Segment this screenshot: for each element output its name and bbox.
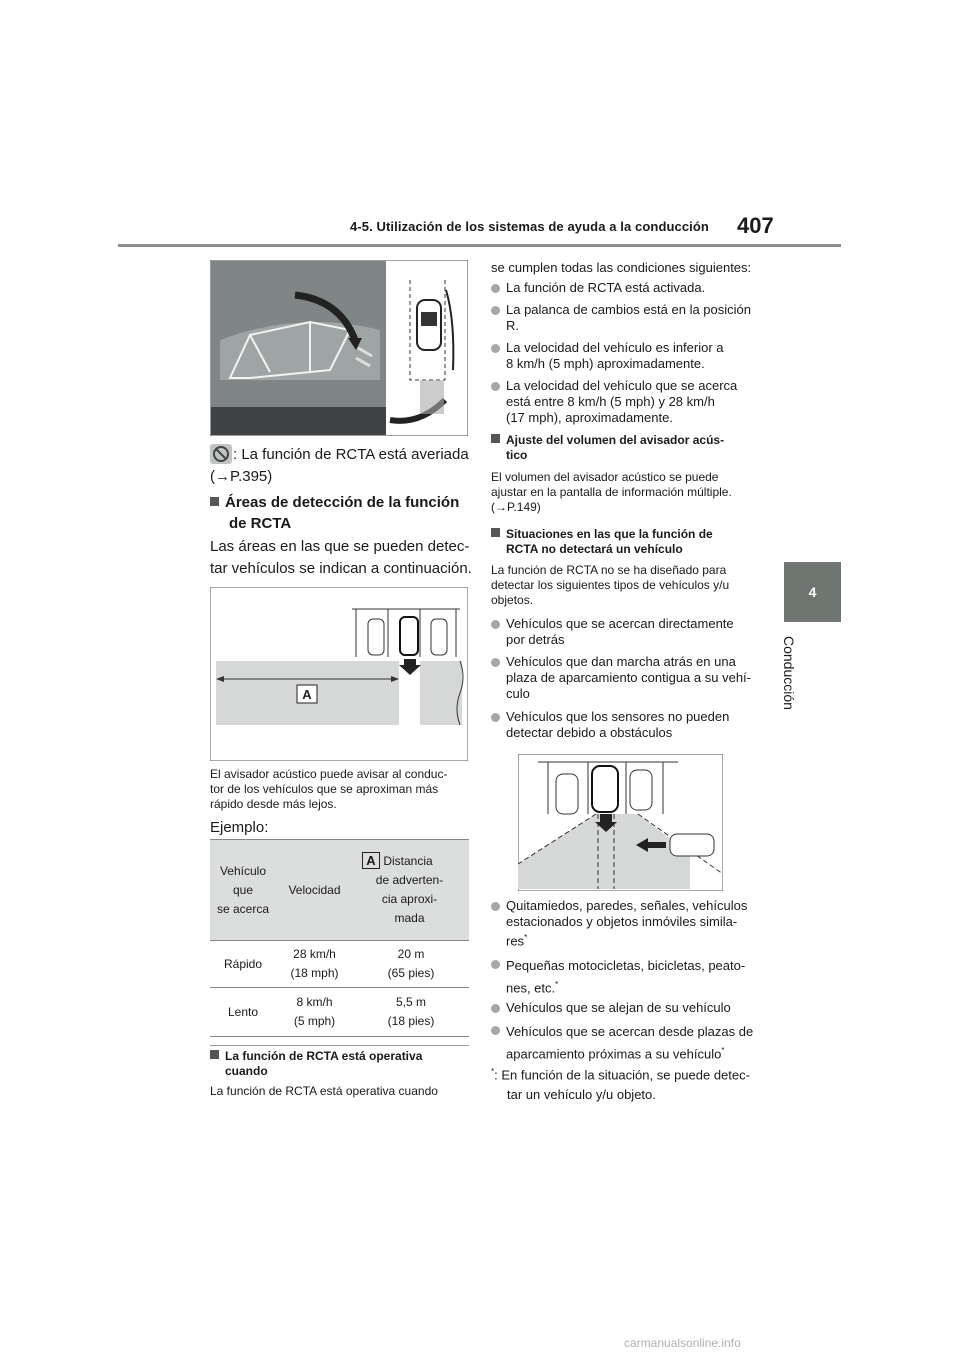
areas-text: Las áreas en las que se pueden detec- tar vehículos se indican a continuación. <box>210 538 472 577</box>
parked-car-icon <box>630 770 652 810</box>
heading-square-icon <box>210 497 219 506</box>
own-vehicle-icon <box>592 766 618 812</box>
chapter-number: 4 <box>808 584 817 600</box>
object-item: Pequeñas motocicletas, bicicletas, peato- nes, etc.* <box>491 956 745 997</box>
buzzer-text: El avisador acústico puede avisar al conduc- tor de los vehículos que se aproximan más rápido desde más lejos. <box>210 767 448 811</box>
page-number: 407 <box>737 213 774 238</box>
header-rule <box>118 244 841 247</box>
condition-item: La palanca de cambios está en la posición R. <box>491 302 751 334</box>
heading-detection-areas: Áreas de detección de la función de RCTA <box>210 492 459 534</box>
approaching-car-icon <box>670 834 714 856</box>
table-header-row <box>210 840 469 941</box>
speed-distance-table <box>210 839 469 1037</box>
watermark: carmanualsonline.info <box>624 1336 741 1350</box>
parked-car-icon <box>368 619 384 655</box>
camera-bottom-bar <box>211 407 386 435</box>
cell-vehicle: Rápido <box>210 941 276 988</box>
situation-item: Vehículos que dan marcha atrás en una plaza de aparcamiento contigua a su vehí- culo <box>491 654 751 702</box>
fault-ref: (→P.395) <box>210 468 273 485</box>
label-a-box: A <box>362 852 380 869</box>
situation-item: Vehículos que los sensores no pueden detectar debido a obstáculos <box>491 709 729 741</box>
heading-square-icon <box>210 1050 219 1059</box>
footnote: *: En función de la situación, se puede detec- tar un vehículo y/u objeto. <box>491 1067 750 1103</box>
parked-car-icon <box>556 774 578 814</box>
table-row <box>210 941 469 988</box>
cell-vehicle: Lento <box>210 988 276 1037</box>
heading-situations: Situaciones en las que la función de RCTA no detectará un vehículo <box>491 527 713 557</box>
header-speed: Velocidad <box>276 840 353 941</box>
table-row <box>210 988 469 1037</box>
situations-text: La función de RCTA no se ha diseñado para detectar los siguientes tipos de vehículos y/u objetos. <box>491 563 730 607</box>
conditions-intro: se cumplen todas las condiciones siguientes: <box>491 260 752 275</box>
chapter-label <box>775 636 815 716</box>
heading-operative: La función de RCTA está operativa cuando <box>210 1049 422 1079</box>
detection-zone-right <box>420 661 462 725</box>
heading-volume: Ajuste del volumen del avisador acús- tico <box>491 433 724 463</box>
heading-square-icon <box>491 434 500 443</box>
cell-distance: 20 m (65 pies) <box>353 941 469 988</box>
cell-distance: 5,5 m (18 pies) <box>353 988 469 1037</box>
example-label: Ejemplo: <box>210 819 269 836</box>
rcta-camera-figure <box>210 260 468 436</box>
condition-item: La velocidad del vehículo es inferior a 8 km/h (5 mph) aproximadamente. <box>491 340 724 372</box>
heading-square-icon <box>491 528 500 537</box>
cell-speed: 8 km/h (5 mph) <box>276 988 353 1037</box>
object-item: Vehículos que se alejan de su vehículo <box>491 1000 731 1016</box>
own-vehicle-icon <box>400 617 418 655</box>
rcta-fault-icon <box>210 444 232 464</box>
parked-car-icon <box>431 619 447 655</box>
fault-text: : La función de RCTA está averiada <box>233 446 469 463</box>
header-vehicle: Vehículo que se acerca <box>210 840 276 941</box>
detection-areas-figure <box>210 587 468 761</box>
chapter-name: Conducción <box>781 636 797 710</box>
condition-item: La función de RCTA está activada. <box>491 280 705 296</box>
header-distance: A Distancia de adverten- cia aproxi- mada <box>353 840 469 941</box>
section-title: 4-5. Utilización de los sistemas de ayuda a la conducción <box>350 219 709 234</box>
cell-speed: 28 km/h (18 mph) <box>276 941 353 988</box>
object-item: Vehículos que se acercan desde plazas de aparcamiento próximas a su vehículo* <box>491 1022 753 1063</box>
volume-text: El volumen del avisador acústico se puede ajustar en la pantalla de información múltiple. (→P.149) <box>491 470 732 514</box>
chapter-tab <box>784 562 841 622</box>
condition-item: La velocidad del vehículo que se acerca está entre 8 km/h (5 mph) y 28 km/h (17 mph), aproximadamente. <box>491 378 737 426</box>
operative-text: La función de RCTA está operativa cuando <box>210 1084 438 1098</box>
label-a: A <box>302 687 312 702</box>
obstacle-figure <box>518 754 723 891</box>
situation-item: Vehículos que se acercan directamente por detrás <box>491 616 734 648</box>
object-item: Quitamiedos, paredes, señales, vehículos estacionados y objetos inmóviles simila- res* <box>491 898 747 952</box>
